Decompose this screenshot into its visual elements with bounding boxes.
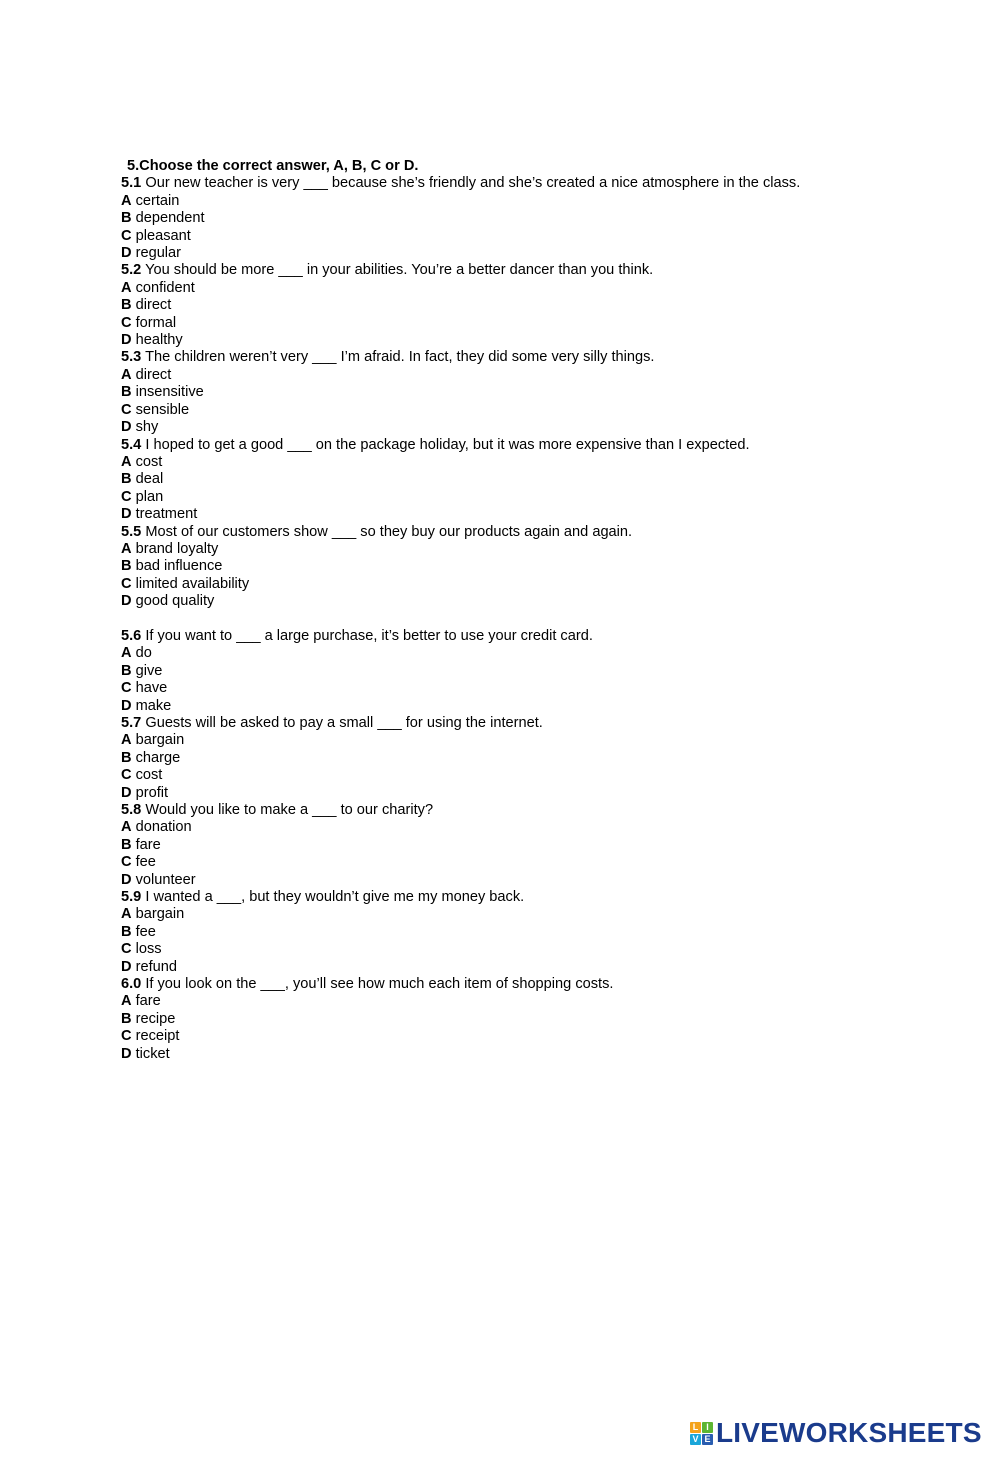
question-stem <box>121 349 981 366</box>
option-letter: A <box>121 540 132 557</box>
logo-mark-letter: L <box>690 1422 701 1433</box>
question-list <box>121 175 981 1063</box>
logo-mark-letter: V <box>690 1434 701 1445</box>
answer-option[interactable] <box>121 193 981 210</box>
answer-option[interactable] <box>121 837 981 854</box>
option-letter: D <box>121 958 132 975</box>
option-letter: C <box>121 680 132 697</box>
question-stem <box>121 262 981 279</box>
option-text: healthy <box>131 332 183 349</box>
option-text: shy <box>131 419 159 436</box>
option-letter: C <box>121 227 132 244</box>
question-stem <box>121 628 981 645</box>
section-spacer <box>121 611 981 628</box>
option-letter: D <box>121 332 132 349</box>
option-text: pleasant <box>131 227 191 244</box>
option-text: certain <box>131 192 180 209</box>
option-text: sensible <box>131 401 190 418</box>
question-number: 5.4 <box>121 436 142 453</box>
answer-option[interactable] <box>121 941 981 958</box>
option-letter: B <box>121 558 132 575</box>
option-letter: A <box>121 819 132 836</box>
option-letter: A <box>121 645 132 662</box>
option-text: ticket <box>131 1045 170 1062</box>
answer-option[interactable] <box>121 228 981 245</box>
option-letter: B <box>121 1010 132 1027</box>
option-text: bad influence <box>131 558 223 575</box>
option-text: dependent <box>131 210 205 227</box>
option-letter: A <box>121 732 132 749</box>
option-letter: D <box>121 871 132 888</box>
option-letter: A <box>121 453 132 470</box>
option-letter: B <box>121 471 132 488</box>
question-stem <box>121 175 981 192</box>
answer-option[interactable] <box>121 384 981 401</box>
option-letter: D <box>121 506 132 523</box>
option-text: receipt <box>131 1028 180 1045</box>
answer-option[interactable] <box>121 593 981 610</box>
answer-option[interactable] <box>121 280 981 297</box>
option-letter: C <box>121 314 132 331</box>
answer-option[interactable] <box>121 489 981 506</box>
option-text: make <box>131 697 172 714</box>
option-text: plan <box>131 488 164 505</box>
option-text: confident <box>131 279 195 296</box>
answer-option[interactable] <box>121 1046 981 1063</box>
answer-option[interactable] <box>121 367 981 384</box>
answer-option[interactable] <box>121 315 981 332</box>
option-text: charge <box>131 749 181 766</box>
option-text: bargain <box>131 732 185 749</box>
answer-option[interactable] <box>121 663 981 680</box>
logo-mark-letter: E <box>702 1434 713 1445</box>
question-number: 5.9 <box>121 889 142 906</box>
option-text: have <box>131 680 168 697</box>
option-letter: B <box>121 836 132 853</box>
answer-option[interactable] <box>121 645 981 662</box>
question-text: I hoped to get a good ___ on the package holiday, but it was more expensive than I expected. <box>141 436 750 453</box>
option-text: fare <box>131 836 161 853</box>
question-number: 6.0 <box>121 976 142 993</box>
option-text: good quality <box>131 593 215 610</box>
answer-option[interactable] <box>121 872 981 889</box>
answer-option[interactable] <box>121 402 981 419</box>
answer-option[interactable] <box>121 924 981 941</box>
question-number: 5.5 <box>121 523 142 540</box>
option-text: fee <box>131 923 156 940</box>
option-text: limited availability <box>131 575 250 592</box>
option-letter: B <box>121 384 132 401</box>
option-letter: A <box>121 192 132 209</box>
logo-mark-icon <box>690 1422 713 1445</box>
exercise-heading: 5.Choose the correct answer, A, B, C or D. <box>127 158 419 174</box>
answer-option[interactable] <box>121 993 981 1010</box>
option-letter: D <box>121 593 132 610</box>
answer-option[interactable] <box>121 698 981 715</box>
option-letter: C <box>121 941 132 958</box>
answer-option[interactable] <box>121 332 981 349</box>
option-text: give <box>131 662 163 679</box>
option-text: direct <box>131 297 172 314</box>
option-text: cost <box>131 453 163 470</box>
question-number: 5.1 <box>121 175 142 192</box>
option-text: brand loyalty <box>131 540 219 557</box>
question-number: 5.8 <box>121 802 142 819</box>
answer-option[interactable] <box>121 297 981 314</box>
question-number: 5.6 <box>121 627 142 644</box>
question-text: If you want to ___ a large purchase, it’s better to use your credit card. <box>141 627 593 644</box>
option-letter: C <box>121 488 132 505</box>
option-letter: C <box>121 767 132 784</box>
liveworksheets-logo <box>690 1416 982 1450</box>
option-letter: C <box>121 401 132 418</box>
option-text: direct <box>131 366 172 383</box>
option-letter: D <box>121 784 132 801</box>
answer-option[interactable] <box>121 680 981 697</box>
option-letter: A <box>121 279 132 296</box>
option-text: volunteer <box>131 871 196 888</box>
option-text: recipe <box>131 1010 176 1027</box>
option-letter: D <box>121 419 132 436</box>
option-text: fee <box>131 854 156 871</box>
answer-option[interactable] <box>121 959 981 976</box>
logo-text: LIVEWORKSHEETS <box>716 1417 982 1448</box>
answer-option[interactable] <box>121 906 981 923</box>
option-text: cost <box>131 767 163 784</box>
answer-option[interactable] <box>121 419 981 436</box>
option-text: treatment <box>131 506 198 523</box>
option-text: donation <box>131 819 192 836</box>
question-text: Most of our customers show ___ so they buy our products again and again. <box>141 523 633 540</box>
answer-option[interactable] <box>121 576 981 593</box>
question-stem <box>121 976 981 993</box>
question-stem <box>121 524 981 541</box>
question-text: If you look on the ___, you’ll see how much each item of shopping costs. <box>141 976 614 993</box>
option-letter: B <box>121 749 132 766</box>
answer-option[interactable] <box>121 506 981 523</box>
option-letter: A <box>121 906 132 923</box>
answer-option[interactable] <box>121 819 981 836</box>
option-letter: C <box>121 854 132 871</box>
answer-option[interactable] <box>121 1028 981 1045</box>
option-text: insensitive <box>131 384 204 401</box>
answer-option[interactable] <box>121 785 981 802</box>
question-text: Would you like to make a ___ to our charity? <box>141 802 434 819</box>
question-stem <box>121 802 981 819</box>
option-text: regular <box>131 245 182 262</box>
answer-option[interactable] <box>121 750 981 767</box>
question-stem <box>121 889 981 906</box>
answer-option[interactable] <box>121 471 981 488</box>
option-text: fare <box>131 993 161 1010</box>
option-letter: C <box>121 575 132 592</box>
question-text: The children weren’t very ___ I’m afraid. In fact, they did some very silly things. <box>141 349 655 366</box>
question-number: 5.3 <box>121 349 142 366</box>
question-number: 5.2 <box>121 262 142 279</box>
option-text: refund <box>131 958 177 975</box>
answer-option[interactable] <box>121 854 981 871</box>
answer-option[interactable] <box>121 558 981 575</box>
question-text: You should be more ___ in your abilities. You’re a better dancer than you think. <box>141 262 654 279</box>
option-letter: D <box>121 245 132 262</box>
option-letter: B <box>121 923 132 940</box>
question-text: I wanted a ___, but they wouldn’t give me my money back. <box>141 889 525 906</box>
option-text: profit <box>131 784 169 801</box>
question-stem <box>121 715 981 732</box>
option-letter: C <box>121 1028 132 1045</box>
answer-option[interactable] <box>121 245 981 262</box>
answer-option[interactable] <box>121 1011 981 1028</box>
option-letter: A <box>121 366 132 383</box>
option-letter: B <box>121 210 132 227</box>
worksheet <box>121 158 981 1063</box>
option-letter: B <box>121 662 132 679</box>
option-letter: D <box>121 697 132 714</box>
option-text: bargain <box>131 906 185 923</box>
answer-option[interactable] <box>121 210 981 227</box>
question-number: 5.7 <box>121 714 142 731</box>
question-stem <box>121 437 981 454</box>
question-text: Guests will be asked to pay a small ___ for using the internet. <box>141 714 543 731</box>
option-letter: D <box>121 1045 132 1062</box>
option-text: formal <box>131 314 177 331</box>
option-text: deal <box>131 471 164 488</box>
logo-mark-letter: I <box>702 1422 713 1433</box>
question-text: Our new teacher is very ___ because she’s friendly and she’s created a nice atmosphere in the class. <box>141 175 801 192</box>
answer-option[interactable] <box>121 541 981 558</box>
answer-option[interactable] <box>121 767 981 784</box>
option-text: loss <box>131 941 162 958</box>
option-letter: A <box>121 993 132 1010</box>
answer-option[interactable] <box>121 454 981 471</box>
option-letter: B <box>121 297 132 314</box>
answer-option[interactable] <box>121 732 981 749</box>
option-text: do <box>131 645 152 662</box>
